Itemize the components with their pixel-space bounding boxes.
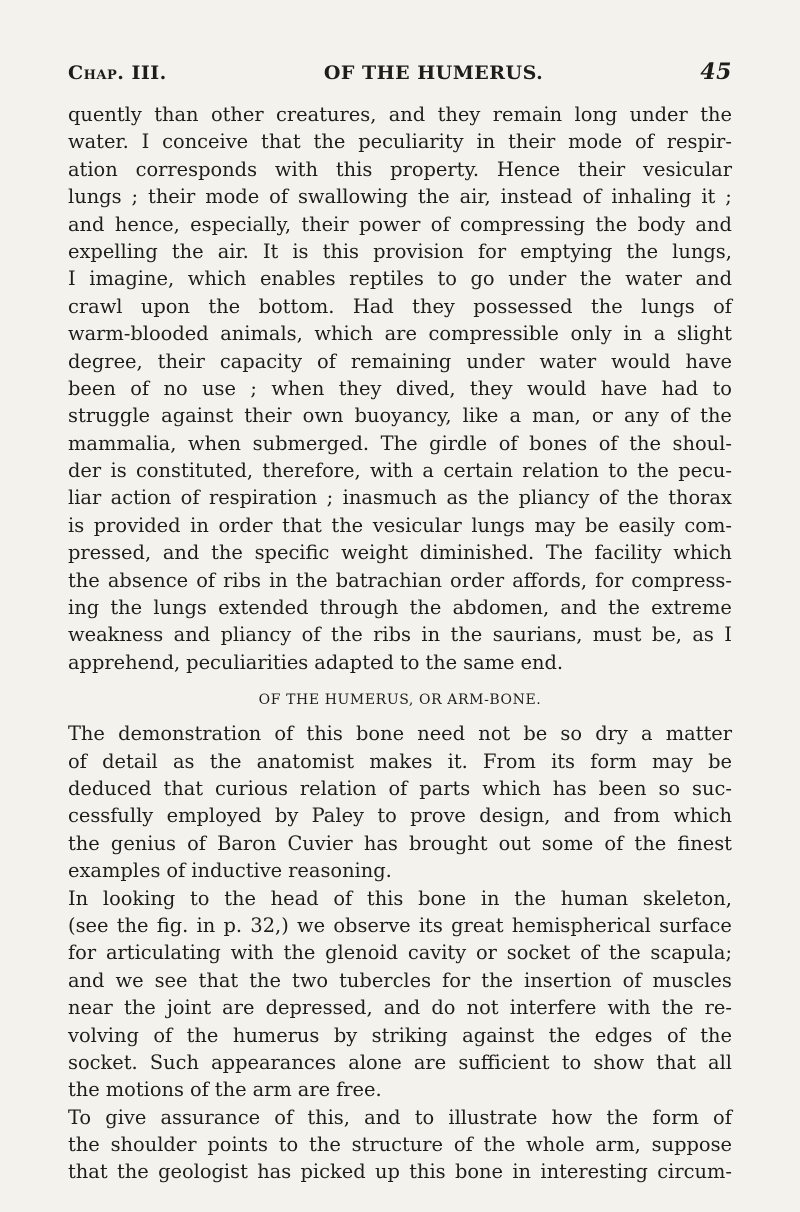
text-line: In looking to the head of this bone in the human skeleton, bbox=[68, 886, 732, 910]
text-line: socket. Such appearances alone are sufficient to show that all bbox=[68, 1050, 732, 1074]
paragraph-head-of-bone bbox=[68, 885, 732, 1104]
paragraph-respiration bbox=[68, 101, 732, 676]
text-line: and hence, especially, their power of compressing the body and bbox=[68, 212, 732, 236]
text-line: near the joint are depressed, and do not interfere with the re- bbox=[68, 996, 732, 1020]
text-line: (see the fig. in p. 32,) we observe its great hemispherical surface bbox=[68, 913, 732, 937]
text-line: the absence of ribs in the batrachian order affords, for compress- bbox=[68, 568, 732, 592]
page-number: 45 bbox=[700, 59, 732, 85]
text-line: that the geologist has picked up this bone in interesting circum- bbox=[68, 1160, 732, 1184]
text-line: lungs ; their mode of swallowing the air, instead of inhaling it ; bbox=[68, 185, 732, 209]
text-line: and we see that the two tubercles for the insertion of muscles bbox=[68, 968, 732, 992]
text-line: The demonstration of this bone need not be so dry a matter bbox=[68, 722, 732, 746]
running-head bbox=[68, 58, 732, 87]
text-line: I imagine, which enables reptiles to go under the water and bbox=[68, 267, 732, 291]
text-line: der is constituted, therefore, with a certain relation to the pecu- bbox=[68, 459, 732, 483]
text-line: for articulating with the glenoid cavity or socket of the scapula; bbox=[68, 941, 732, 965]
text-line: apprehend, peculiarities adapted to the same end. bbox=[68, 650, 564, 674]
text-line: warm-blooded animals, which are compressible only in a slight bbox=[68, 322, 732, 346]
book-page bbox=[68, 58, 732, 1186]
text-line: ation corresponds with this property. Hence their vesicular bbox=[68, 157, 732, 181]
text-line: crawl upon the bottom. Had they possessed the lungs of bbox=[68, 294, 732, 318]
page-header-title: OF THE HUMERUS. bbox=[323, 62, 544, 84]
chapter-label: Chap. III. bbox=[68, 62, 167, 84]
text-line: degree, their capacity of remaining under water would have bbox=[68, 349, 732, 373]
text-line: the genius of Baron Cuvier has brought out some of the finest bbox=[68, 831, 732, 855]
text-line: is provided in order that the vesicular lungs may be easily com- bbox=[68, 513, 732, 537]
text-line: volving of the humerus by striking against the edges of the bbox=[68, 1023, 732, 1047]
section-heading: OF THE HUMERUS, OR ARM-BONE. bbox=[258, 692, 542, 709]
text-line: the shoulder points to the structure of the whole arm, suppose bbox=[68, 1133, 732, 1157]
text-line: of detail as the anatomist makes it. From its form may be bbox=[68, 749, 732, 773]
text-line: ing the lungs extended through the abdomen, and the extreme bbox=[68, 596, 732, 620]
paragraph-assurance bbox=[68, 1104, 732, 1186]
text-line: quently than other creatures, and they remain long under the bbox=[68, 103, 732, 126]
text-line: been of no use ; when they dived, they would have had to bbox=[68, 376, 732, 400]
text-line: the motions of the arm are free. bbox=[68, 1078, 382, 1102]
text-line: weakness and pliancy of the ribs in the saurians, must be, as I bbox=[68, 623, 732, 647]
text-line: struggle against their own buoyancy, like a man, or any of the bbox=[68, 404, 732, 428]
text-line: water. I conceive that the peculiarity in their mode of respir- bbox=[68, 130, 732, 154]
text-line: deduced that curious relation of parts which has been so suc- bbox=[68, 776, 732, 800]
text-line: To give assurance of this, and to illustrate how the form of bbox=[68, 1105, 732, 1129]
paragraph-demonstration bbox=[68, 720, 732, 884]
text-line: cessfully employed by Paley to prove design, and from which bbox=[68, 804, 732, 828]
text-line: liar action of respiration ; inasmuch as the pliancy of the thorax bbox=[68, 486, 732, 510]
text-line: examples of inductive reasoning. bbox=[68, 859, 392, 883]
text-line: pressed, and the specific weight diminished. The facility which bbox=[68, 541, 732, 565]
text-line: expelling the air. It is this provision for emptying the lungs, bbox=[68, 239, 732, 263]
text-line: mammalia, when submerged. The girdle of bones of the shoul- bbox=[68, 431, 732, 455]
